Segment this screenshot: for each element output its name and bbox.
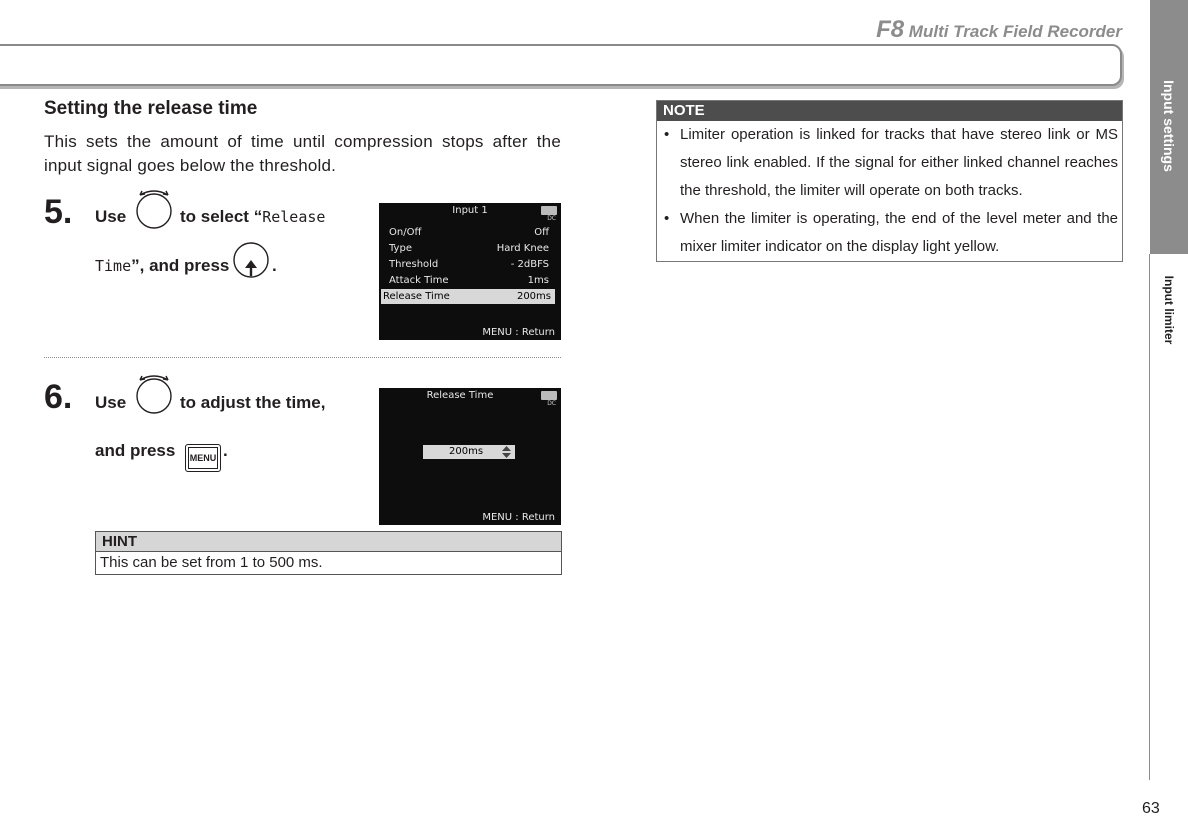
manual-header-title	[876, 16, 1122, 44]
step-number: 6.	[44, 378, 73, 416]
dial-icon	[134, 187, 174, 231]
note-heading: NOTE	[657, 101, 1122, 121]
step-text	[95, 256, 229, 276]
step-text: Use	[95, 393, 127, 412]
side-tab-sub-label: Input limiter	[1162, 275, 1176, 345]
lcd-footer: MENU : Return	[482, 327, 555, 338]
value-spinner	[423, 445, 515, 459]
lcd-row-value: 200ms	[516, 291, 551, 302]
menu-item-name: Release	[262, 208, 326, 226]
hint-heading: HINT	[96, 532, 561, 552]
lcd-row-label: Attack Time	[389, 275, 449, 286]
lcd-menu-row-selected	[381, 289, 555, 304]
lcd-row-label: On/Off	[389, 227, 422, 238]
dial-press-icon	[231, 240, 271, 280]
section-description: This sets the amount of time until compression stops after the input signal goes below the threshold.	[44, 132, 561, 175]
page-number: 63	[1142, 800, 1160, 817]
note-item-text: Limiter operation is linked for tracks that have stereo link or MS stereo link enabled. If the signal for either linked channel reaches the threshold, the limiter will operate on both tracks.	[680, 126, 1118, 199]
step-text-press: ”, and press	[131, 256, 230, 275]
hint-box	[95, 531, 562, 575]
lcd-row-value: Off	[534, 227, 549, 238]
lcd-row-value: - 2dBFS	[510, 259, 549, 270]
lcd-menu-row	[383, 257, 553, 272]
note-item	[657, 121, 1122, 205]
lcd-row-value: Hard Knee	[496, 243, 549, 254]
menu-item-name: Time	[95, 257, 132, 275]
lcd-title: Release Time	[426, 390, 494, 401]
step-text: and press	[95, 441, 176, 460]
bullet-icon: •	[664, 210, 670, 227]
lcd-menu-row	[383, 273, 553, 288]
battery-icon	[541, 206, 557, 215]
step-period: .	[223, 441, 228, 460]
dc-indicator: DC	[547, 400, 556, 407]
spinner-value: 200ms	[449, 446, 484, 457]
step-text-select: to select “	[180, 207, 263, 226]
lcd-row-label: Release Time	[383, 291, 450, 302]
dial-icon	[134, 372, 174, 416]
lcd-menu-row	[383, 225, 553, 240]
note-item-text: When the limiter is operating, the end of the level meter and the mixer limiter indicator on the display light yellow.	[680, 210, 1118, 255]
header-bar	[0, 44, 1122, 86]
product-subtitle: Multi Track Field Recorder	[904, 22, 1122, 41]
menu-key-icon: MENU	[185, 444, 221, 472]
lcd-menu-row	[383, 241, 553, 256]
section-title: Setting the release time	[44, 98, 258, 119]
step-divider	[44, 357, 561, 358]
step-text: to adjust the time,	[180, 393, 326, 412]
side-tab-input-limiter	[1150, 254, 1188, 374]
side-tab-input-settings	[1150, 0, 1188, 254]
up-down-arrows-icon	[502, 446, 511, 458]
step-number: 5.	[44, 193, 73, 231]
lcd-row-value: 1ms	[527, 275, 549, 286]
note-box	[656, 100, 1123, 262]
bullet-icon: •	[664, 126, 670, 143]
lcd-row-label: Type	[389, 243, 412, 254]
hint-text: This can be set from 1 to 500 ms.	[100, 554, 323, 571]
note-item	[657, 205, 1122, 261]
dc-indicator: DC	[547, 215, 556, 222]
lcd-footer: MENU : Return	[482, 512, 555, 523]
side-tab-label: Input settings	[1161, 80, 1177, 172]
lcd-screen-release-time	[379, 388, 561, 525]
step-text	[180, 207, 325, 227]
lcd-screen-input-menu	[379, 203, 561, 340]
lcd-row-label: Threshold	[389, 259, 439, 270]
step-period: .	[272, 256, 277, 275]
step-text: Use	[95, 207, 127, 226]
battery-icon	[541, 391, 557, 400]
model-name: F8	[876, 16, 905, 43]
lcd-title: Input 1	[452, 205, 488, 216]
